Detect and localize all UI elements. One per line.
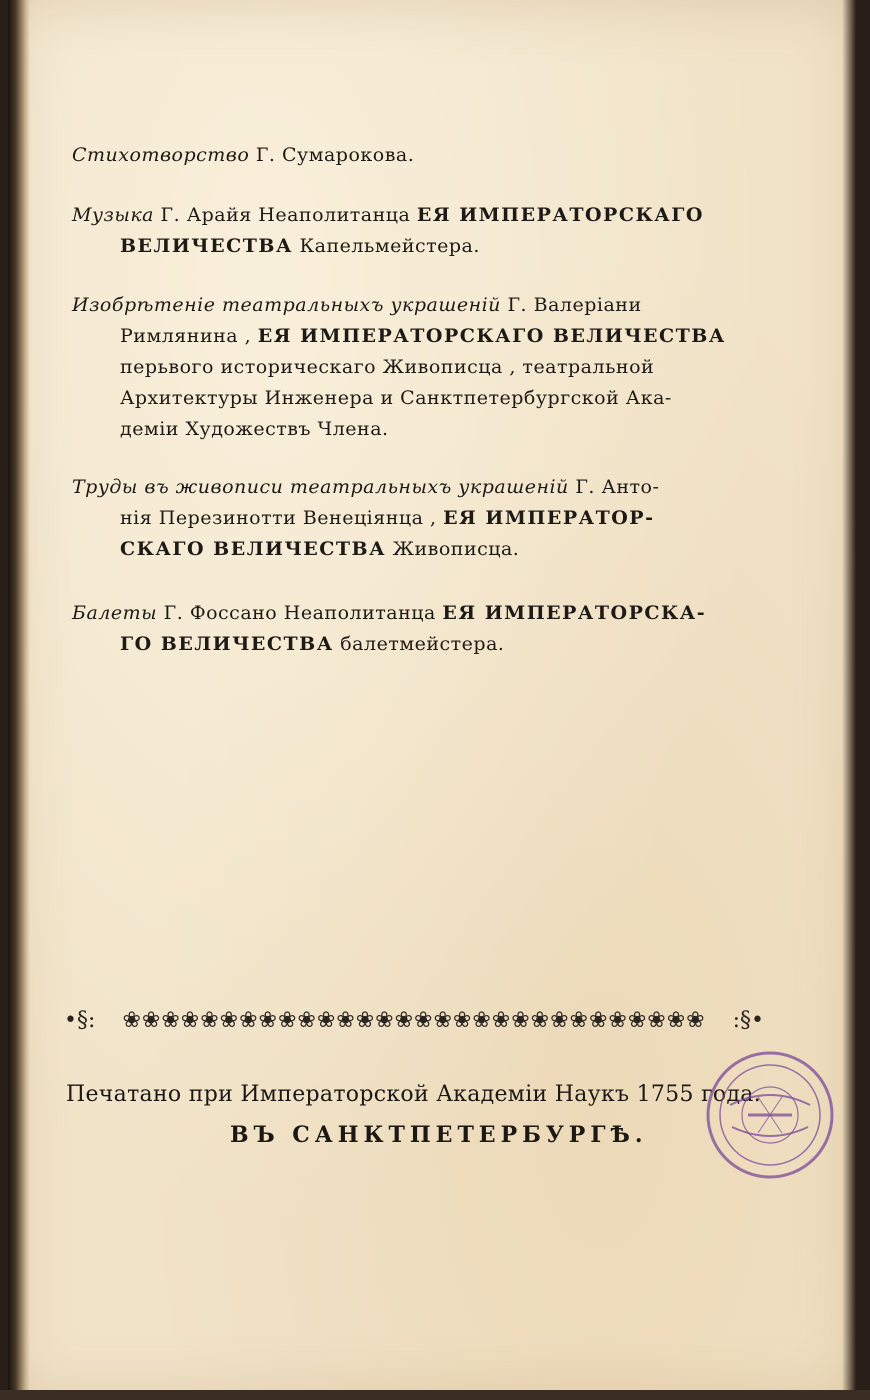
ornament-flower-icon: ❀ <box>627 1007 648 1033</box>
credit-text: Римлянина , <box>120 325 258 347</box>
ornament-left-cap: •§: <box>64 1007 96 1033</box>
ornament-flower-icon: ❀ <box>239 1007 259 1033</box>
credit-paragraph <box>72 598 772 660</box>
credit-text: Г. Валеріани <box>500 294 642 316</box>
ornament-flower-icon: ❀ <box>686 1007 706 1033</box>
imprint-city: ВЪ САНКТПЕТЕРБУРГѢ. <box>230 1122 648 1148</box>
ornament-flower-icon: ❀ <box>355 1007 376 1033</box>
credit-text: ЕЯ ИМПЕРАТОРСКА- <box>442 602 707 624</box>
ornament-flower-icon: ❀ <box>200 1007 220 1033</box>
credit-text: ВЕЛИЧЕСТВА <box>120 235 293 257</box>
credit-line <box>72 140 772 171</box>
page-edge <box>842 0 856 1400</box>
library-stamp <box>700 1045 840 1185</box>
credit-line <box>72 200 772 231</box>
ornament-right-cap: :§• <box>732 1007 764 1033</box>
credit-text: нія Перезинотти Венеціянца , <box>120 507 444 529</box>
credit-line <box>72 383 772 414</box>
credit-line <box>72 352 772 383</box>
ornament-flower-icon: ❀ <box>258 1007 278 1033</box>
credit-paragraph <box>72 290 772 445</box>
ornament-flower-icon: ❀ <box>161 1007 181 1033</box>
ornament-flower-icon: ❀ <box>141 1007 162 1033</box>
imprint-line: Печатано при Императорской Академіи Наукъ 1755 года. <box>66 1082 761 1107</box>
credit-text: ЕЯ ИМПЕРАТОРСКАГО ВЕЛИЧЕСТВА <box>257 325 726 347</box>
ornament-flower-icon: ❀ <box>569 1007 589 1033</box>
ornament-flower-icon: ❀ <box>491 1007 512 1033</box>
ornament-flower-icon: ❀ <box>316 1007 337 1033</box>
ornament-flower-icon: ❀ <box>219 1007 240 1033</box>
ornament-flower-icon: ❀ <box>122 1007 142 1033</box>
ornament-flower-icon: ❀ <box>277 1007 298 1033</box>
credit-line <box>72 414 772 445</box>
ornament-flower-icon: ❀ <box>433 1007 453 1033</box>
book-spine <box>8 0 30 1400</box>
credit-line <box>72 503 772 534</box>
credit-line <box>72 629 772 660</box>
credit-text: Музыка <box>72 204 154 226</box>
credit-text: ЕЯ ИМПЕРАТОР- <box>443 507 655 529</box>
credit-text: Г. Сумарокова. <box>249 144 415 166</box>
ornament-flower-icon: ❀ <box>472 1007 492 1033</box>
credit-paragraph <box>72 472 772 565</box>
credit-line <box>72 231 772 262</box>
credit-text: Балеты <box>72 602 158 624</box>
ornament-divider <box>64 1000 764 1040</box>
ornament-flower-icon: ❀ <box>297 1007 317 1033</box>
credit-text: деміи Художествъ Члена. <box>120 418 389 440</box>
ornament-flower-icon: ❀ <box>511 1007 531 1033</box>
ornament-flower-icon: ❀ <box>666 1007 687 1033</box>
credit-text: Г. Арайя Неаполитанца <box>154 204 417 226</box>
ornament-flower-icon: ❀ <box>375 1007 395 1033</box>
credit-text: Архитектуры Инженера и Санктпетербургской Ака- <box>120 387 672 409</box>
ornament-flower-icon: ❀ <box>394 1007 414 1033</box>
credit-paragraph <box>72 200 772 262</box>
credit-text: ЕЯ ИМПЕРАТОРСКАГО <box>416 204 704 226</box>
page-bottom-edge <box>0 1390 870 1400</box>
credit-text: Живописца. <box>386 538 520 560</box>
ornament-flower-icon: ❀ <box>588 1007 609 1033</box>
credit-text: Г. Анто- <box>568 476 660 498</box>
credit-text: Г. Фоссано Неаполитанца <box>157 602 443 624</box>
credit-text: ГО ВЕЛИЧЕСТВА <box>120 633 334 655</box>
credit-line <box>72 321 772 352</box>
ornament-flower-icon: ❀ <box>180 1007 201 1033</box>
ornament-flower-icon: ❀ <box>608 1007 628 1033</box>
ornament-flower-icon: ❀ <box>336 1007 356 1033</box>
credit-text: балетмейстера. <box>333 633 505 655</box>
credit-line <box>72 472 772 503</box>
credit-text: Капельмейстера. <box>292 235 480 257</box>
ornament-flower-icon: ❀ <box>550 1007 570 1033</box>
credit-text: Изобрѣтеніе театральныхъ украшеній <box>72 294 501 316</box>
ornament-flower-icon: ❀ <box>647 1007 667 1033</box>
credit-line <box>72 290 772 321</box>
credit-text: перьвого историческаго Живописца , театральной <box>120 356 655 378</box>
credit-text: Труды въ живописи театральныхъ украшеній <box>72 476 569 498</box>
ornament-flower-icon: ❀ <box>414 1007 434 1033</box>
credit-paragraph <box>72 140 772 171</box>
ornament-flower-icon: ❀ <box>452 1007 473 1033</box>
ornament-flower-icon: ❀ <box>530 1007 551 1033</box>
credit-text: СКАГО ВЕЛИЧЕСТВА <box>120 538 387 560</box>
credit-line <box>72 598 772 629</box>
ornament-row <box>122 1008 705 1033</box>
credit-text: Стихотворство <box>72 144 250 166</box>
credit-line <box>72 534 772 565</box>
